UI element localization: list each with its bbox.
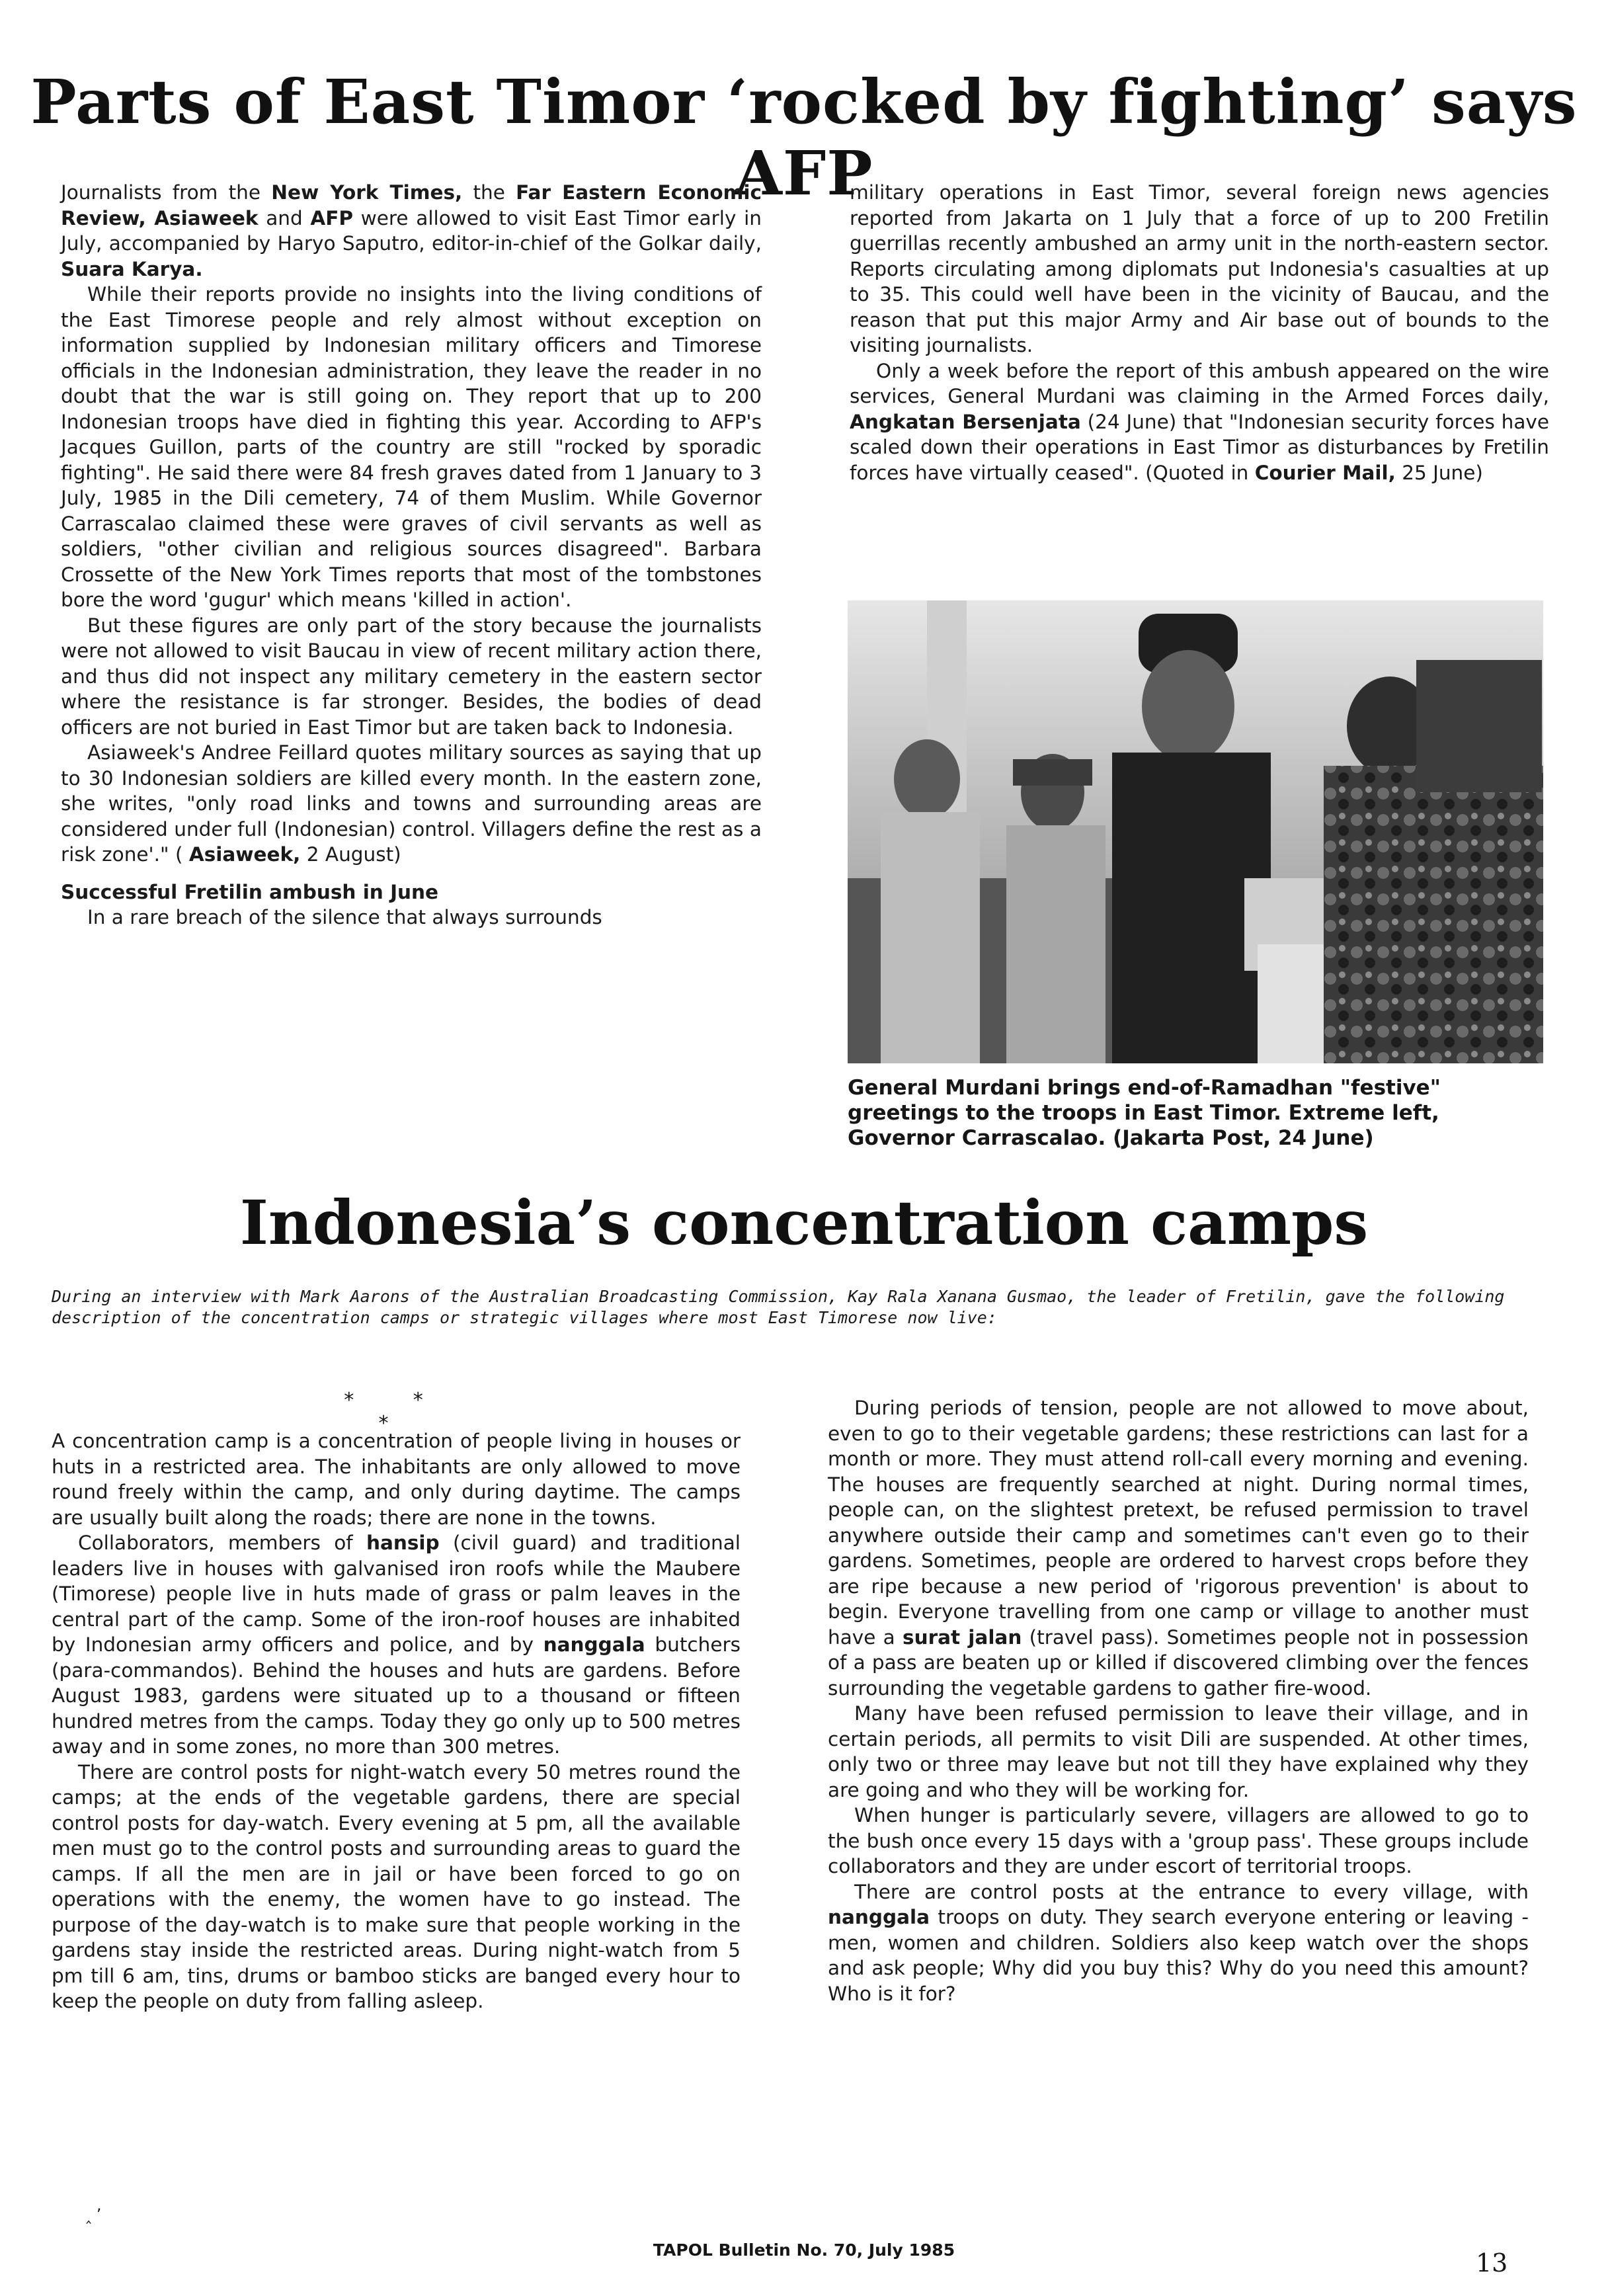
article1-column-2 (850, 180, 1549, 485)
publication-footer: TAPOL Bulletin No. 70, July 1985 (653, 2240, 955, 2260)
paragraph: While their reports provide no insights into the living conditions of the East Timorese people and rely almost without exception on information supplied by Indonesian military officers and Timorese officials in the Indonesian administration, they leave the reader in no doubt that the war is still going on. They report that up to 200 Indonesian troops have died in fighting this year. According to AFP's Jacques Guillon, parts of the country are still "rocked by sporadic fighting". He said there were 84 fresh graves dated from 1 January to 3 July, 1985 in the Dili cemetery, 74 of them Muslim. While Governor Carrascalao claimed these were graves of civil servants as well as soldiers, "other civilian and religious sources disagreed". Barbara Crossette of the New York Times reports that most of the tombstones bore the word 'gugur' which means 'killed in action'. (61, 283, 762, 611)
paragraph: In a rare breach of the silence that always surrounds (87, 906, 602, 928)
article2-intro: During an interview with Mark Aarons of the Australian Broadcasting Commission, Kay Rala Xanana Gusmao, the leader of Fretilin, gave the following description of the concentration camps or strategic villages where most East Timorese now live: (52, 1287, 1505, 1327)
paragraph: But these figures are only part of the story because the journalists were not allowed to visit Baucau in view of recent military action there, and thus did not inspect any military cemetery in the eastern sector where the resistance is far stronger. Besides, the bodies of dead officers are not buried in East Timor but are taken back to Indonesia. (61, 614, 762, 739)
paragraph: There are control posts for night-watch every 50 metres round the camps; at the ends of the vegetable gardens, there are special control posts for day-watch. Every evening at 5 pm, all the available men must go to the control posts and surrounding areas to guard the camps. If all the men are in jail or have been forced to go on operations with the enemy, the women have to go instead. The purpose of the day-watch is to make sure that people working in the gardens stay inside the restricted areas. During night-watch from 5 pm till 6 am, tins, drums or bamboo sticks are banged every hour to keep the people on duty from falling asleep. (52, 1760, 741, 2012)
stray-mark: ‸ ’ (86, 2205, 102, 2224)
paragraph: There are control posts at the entrance to every village, with nanggala troops on duty. They search everyone entering or leaving - men, women and children. Soldiers also keep watch over the shops and ask people; Why did you buy this? Why do you need this amount? Who is it for? (828, 1880, 1529, 2005)
paragraph: A concentration camp is a concentration of people living in houses or huts in a restricted area. The inhabitants are only allowed to move round freely within the camp, and only during daytime. The camps are usually built along the roads; there are none in the towns. (52, 1430, 741, 1529)
photo-murdani-troops (848, 600, 1543, 1063)
article2-column-2 (828, 1395, 1529, 2006)
paragraph: During periods of tension, people are not allowed to move about, even to go to their vegetable gardens; these restrictions can last for a month or more. They must attend roll-call every morning and evening. The houses are frequently searched at night. During normal times, people can, on the slightest pretext, be refused permission to travel anywhere outside their camp and sometimes can't even go to their gardens. Sometimes, people are ordered to harvest crops before they are ripe because a new period of 'rigorous prevention' is about to begin. Everyone travelling from one camp or village to another must have a surat jalan (travel pass). Sometimes people not in possession of a pass are beaten up or killed if discovered climbing over the fences surrounding the vegetable gardens to gather fire-wood. (828, 1397, 1529, 1700)
article1-headline: Parts of East Timor ‘rocked by fighting’ says AFP (30, 66, 1578, 209)
article1-column-1 (61, 180, 762, 930)
section-subhead: Successful Fretilin ambush in June (61, 880, 439, 903)
paragraph: When hunger is particularly severe, villagers are allowed to go to the bush once every 15 days with a 'group pass'. These groups include collaborators and they are under escort of territorial troops. (828, 1804, 1529, 1877)
paragraph: Journalists from the New York Times, the Far Eastern Economic Review, Asiaweek and AFP were allowed to visit East Timor early in July, accompanied by Haryo Saputro, editor-in-chief of the Golkar daily, Suara Karya. (61, 181, 762, 280)
paragraph: Collaborators, members of hansip (civil guard) and traditional leaders live in houses with galvanised iron roofs while the Maubere (Timorese) people live in huts made of grass or palm leaves in the central part of the camp. Some of the iron-roof houses are inhabited by Indonesian army officers and police, and by nanggala butchers (para-commandos). Behind the houses and huts are gardens. Before August 1983, gardens were situated up to a thousand or fifteen hundred metres from the camps. Today they go only up to 500 metres away and in some zones, no more than 300 metres. (52, 1532, 741, 1758)
paragraph: military operations in East Timor, several foreign news agencies reported from Jakarta on 1 July that a force of up to 200 Fretilin guerrillas recently ambushed an army unit in the north-eastern sector. Reports circulating among diplomats put Indonesia's casualties at up to 35. This could well have been in the vicinity of Baucau, and the reason that put this major Army and Air base out of bounds to the visiting journalists. (850, 181, 1549, 356)
page-number: 13 (1476, 2248, 1508, 2277)
paragraph: Asiaweek's Andree Feillard quotes military sources as saying that up to 30 Indonesian soldiers are killed every month. In the eastern zone, she writes, "only road links and towns and surrounding areas are considered under full (Indonesian) control. Villagers define the rest as a risk zone'." ( Asiaweek, 2 August) (61, 741, 762, 866)
photo-caption: General Murdani brings end-of-Ramadhan "festive" greetings to the troops in East Timor. Extreme left, Governor Carrascalao. (Jakarta Post, 24 June) (848, 1076, 1441, 1150)
article2-headline: Indonesia’s concentration camps (239, 1187, 1369, 1258)
paragraph: Many have been refused permission to leave their village, and in certain periods, all permits to visit Dili are suspended. At other times, only two or three may leave but not till they have explained why they are going and who they will be working for. (828, 1702, 1529, 1801)
separator-stars: * * * (344, 1389, 450, 1435)
article2-column-1 (52, 1428, 741, 2014)
paragraph: Only a week before the report of this ambush appeared on the wire services, General Murdani was claiming in the Armed Forces daily, Angkatan Bersenjata (24 June) that "Indonesian security forces have scaled down their operations in East Timor as disturbances by Fretilin forces have virtually ceased". (Quoted in Courier Mail, 25 June) (850, 359, 1550, 484)
